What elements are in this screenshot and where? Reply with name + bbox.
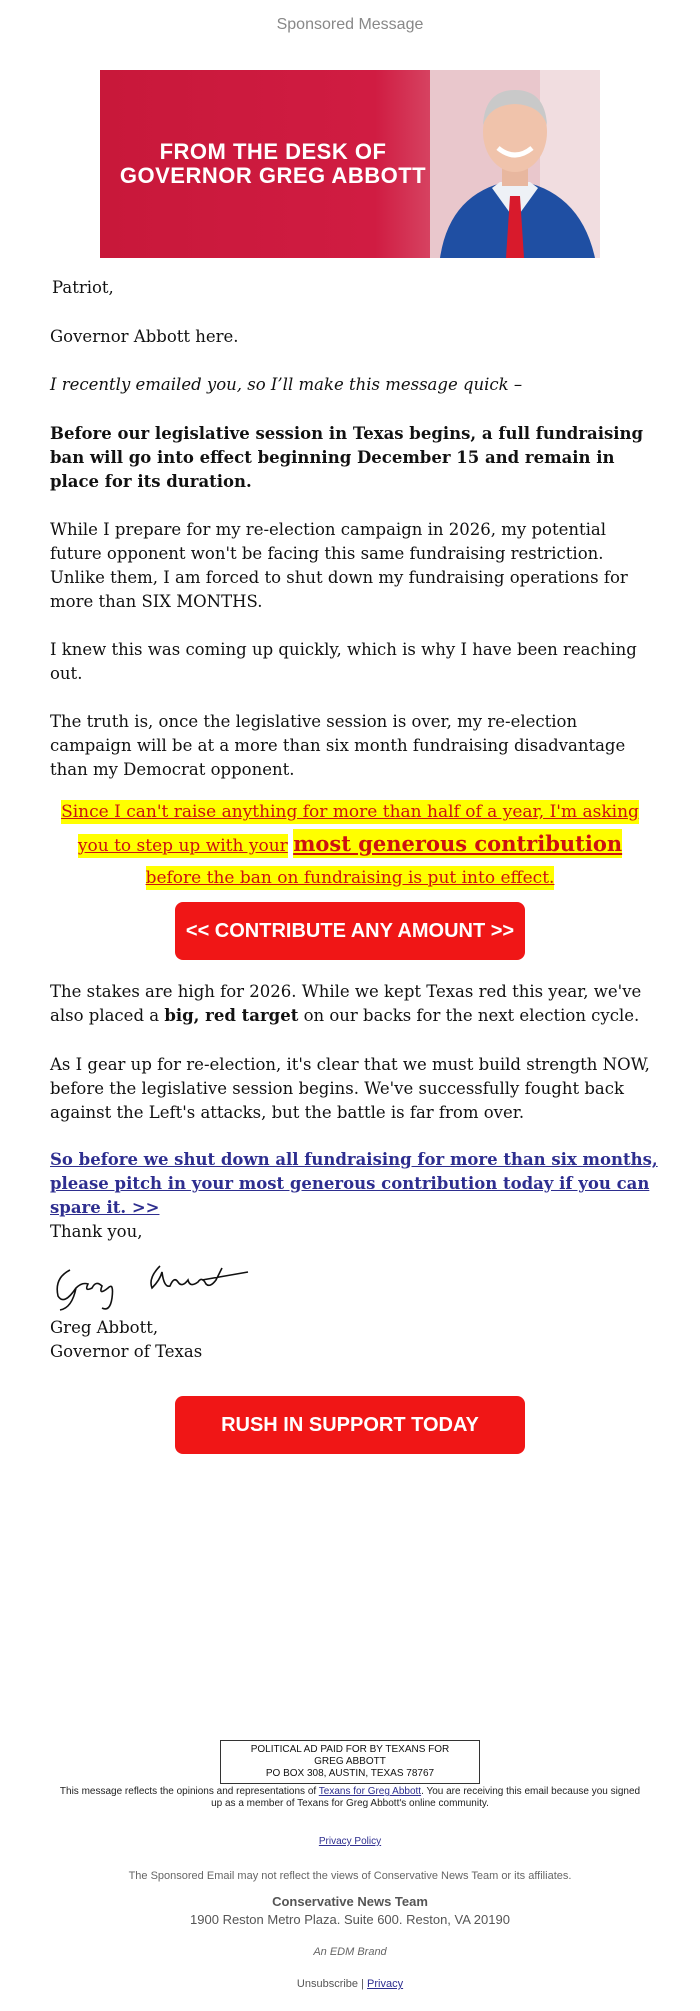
- footer-links: [0, 1978, 700, 1990]
- highlight-appeal[interactable]: Since I can't raise anything for more than half of a year, I'm asking you to step up with your most generous contribution before the ban on fundraising is put into effect.: [61, 802, 639, 888]
- governor-portrait: [430, 70, 600, 258]
- quick-note: I recently emailed you, so I’ll make this message quick –: [50, 375, 523, 394]
- greeting: Patriot,: [52, 278, 114, 297]
- contribute-button[interactable]: << CONTRIBUTE ANY AMOUNT >>: [175, 902, 525, 960]
- paragraph-stakes: The stakes are high for 2026. While we kept Texas red this year, we've also placed a big, red target on our backs for the next election cycle.: [50, 982, 642, 1025]
- signature-name: Greg Abbott,: [50, 1318, 159, 1337]
- paragraph-build-strength: As I gear up for re-election, it's clear that we must build strength NOW, before the legislative session begins. We've successfully fought back against the Left's attacks, but the battle is far from over.: [50, 1055, 650, 1122]
- intro: Governor Abbott here.: [50, 327, 239, 346]
- paragraph-reelection: While I prepare for my re-election campaign in 2026, my potential future opponent won't be facing this same fundraising restriction. Unlike them, I am forced to shut down my fundraising operations for more than SIX MONTHS.: [50, 520, 628, 611]
- brand-label: An EDM Brand: [313, 1946, 387, 1958]
- sponsored-label: Sponsored Message: [276, 16, 424, 33]
- banner-title: FROM THE DESK OF GOVERNOR GREG ABBOTT: [119, 139, 427, 188]
- org-address: 1900 Reston Metro Plaza. Suite 600. Reston, VA 20190: [190, 1912, 510, 1927]
- thanks: Thank you,: [50, 1222, 143, 1241]
- privacy-policy-row: [0, 1836, 700, 1847]
- political-ad-disclosure: POLITICAL AD PAID FOR BY TEXANS FOR GREG ABBOTT PO BOX 308, AUSTIN, TEXAS 78767: [220, 1740, 480, 1784]
- contribute-link[interactable]: So before we shut down all fundraising for more than six months, please pitch in your most generous contribution today if you can spare it. >>: [50, 1150, 658, 1217]
- org-name: Conservative News Team: [272, 1894, 428, 1909]
- rush-support-button[interactable]: RUSH IN SUPPORT TODAY: [175, 1396, 525, 1454]
- privacy-policy-link[interactable]: Privacy Policy: [318, 1836, 382, 1847]
- paragraph-disadvantage: The truth is, once the legislative session is over, my re-election campaign will be at a more than six month fundraising disadvantage than my Democrat opponent.: [50, 712, 626, 779]
- paragraph-reaching-out: I knew this was coming up quickly, which is why I have been reaching out.: [50, 640, 637, 683]
- disclaimer: This message reflects the opinions and representations of Texans for Greg Abbott. You are receiving this email because you signed up as a member of Texans for Greg Abbott's online community.: [59, 1786, 641, 1809]
- highlight-emphasis[interactable]: most generous contribution: [293, 831, 623, 856]
- ban-notice: Before our legislative session in Texas begins, a full fundraising ban will go into effect beginning December 15 and remain in place for its duration.: [50, 424, 644, 491]
- signature-image: [52, 1258, 252, 1313]
- header-banner: [100, 70, 600, 258]
- privacy-link[interactable]: Privacy: [367, 1978, 404, 1990]
- signature-title: Governor of Texas: [50, 1342, 203, 1361]
- texans-link[interactable]: Texans for Greg Abbott: [318, 1786, 422, 1797]
- link-separator: |: [361, 1978, 364, 1990]
- unsubscribe-link[interactable]: Unsubscribe: [296, 1978, 359, 1990]
- sponsored-note: The Sponsored Email may not reflect the views of Conservative News Team or its affiliates.: [128, 1870, 572, 1882]
